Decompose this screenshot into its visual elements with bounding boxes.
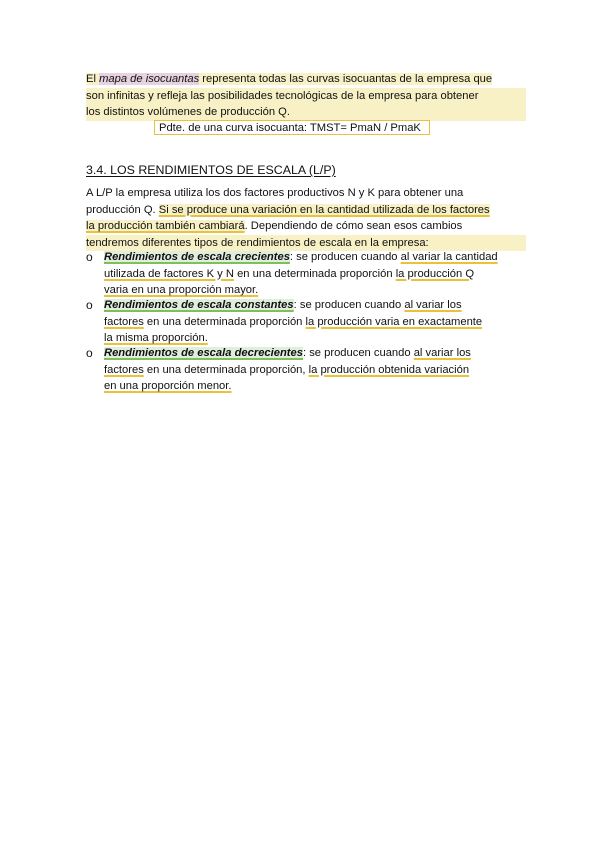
- bullet-term: Rendimientos de escala crecientes: [104, 251, 290, 263]
- intro-line-3: los distintos volúmenes de producción Q.: [86, 104, 526, 121]
- intro-text: El: [86, 73, 100, 85]
- body-line-1: A L/P la empresa utiliza los dos factores productivos N y K para obtener una: [86, 187, 464, 199]
- underlined-text: la producción obtenida variación: [308, 363, 470, 376]
- underlined-text: al variar los: [413, 347, 471, 359]
- underlined-text: en una proporción menor.: [104, 380, 232, 392]
- bullet-marker: o: [86, 250, 93, 264]
- bullet-marker: o: [86, 298, 93, 312]
- underlined-text: la producción varia en exactamente: [305, 315, 483, 328]
- underlined-text: la producción Q: [395, 267, 475, 280]
- bullet-item-crecientes: [104, 249, 524, 299]
- section-heading: 3.4. LOS RENDIMIENTOS DE ESCALA (L/P): [86, 163, 336, 177]
- underlined-text: al variar la cantidad: [400, 251, 498, 263]
- highlighted-text: Si se produce una variación en la cantidad utilizada de los factores: [158, 203, 490, 216]
- bullet-text: en una determinada proporción: [233, 267, 396, 280]
- underlined-text: utilizada de factores K y N: [104, 267, 234, 280]
- bullet-text: en una determinada proporción: [143, 315, 306, 328]
- underlined-text: factores: [104, 363, 144, 376]
- isocuantas-term: mapa de isocuantas: [99, 73, 200, 85]
- body-line-4: tendremos diferentes tipos de rendimientos de escala en la empresa:: [86, 235, 526, 252]
- bullet-text: : se producen cuando: [289, 251, 401, 263]
- formula-box: Pdte. de una curva isocuanta: TMST= PmaN / PmaK: [154, 120, 430, 135]
- body-text: . Dependiendo de cómo sean esos cambios: [244, 220, 463, 232]
- bullet-text: en una determinada proporción,: [143, 363, 309, 376]
- bullet-item-constantes: [104, 297, 524, 347]
- underlined-text: al variar los: [404, 299, 462, 311]
- intro-paragraph: [86, 71, 526, 121]
- bullet-text: : se producen cuando: [293, 299, 405, 311]
- underlined-text: factores: [104, 315, 144, 328]
- bullet-text: : se producen cuando: [302, 347, 414, 359]
- underlined-text: la misma proporción.: [104, 332, 208, 344]
- intro-line-2: son infinitas y refleja las posibilidades tecnológicas de la empresa para obtener: [86, 88, 526, 105]
- bullet-marker: o: [86, 346, 93, 360]
- intro-text: representa todas las curvas isocuantas de la empresa que: [199, 73, 493, 85]
- bullet-term: Rendimientos de escala decrecientes: [104, 347, 303, 359]
- bullet-term: Rendimientos de escala constantes: [104, 299, 294, 311]
- body-text: producción Q.: [86, 203, 159, 216]
- underlined-text: varia en una proporción mayor.: [104, 284, 259, 296]
- body-paragraph: [86, 185, 526, 251]
- bullet-item-decrecientes: [104, 345, 524, 395]
- highlighted-text: la producción también cambiará: [86, 220, 245, 232]
